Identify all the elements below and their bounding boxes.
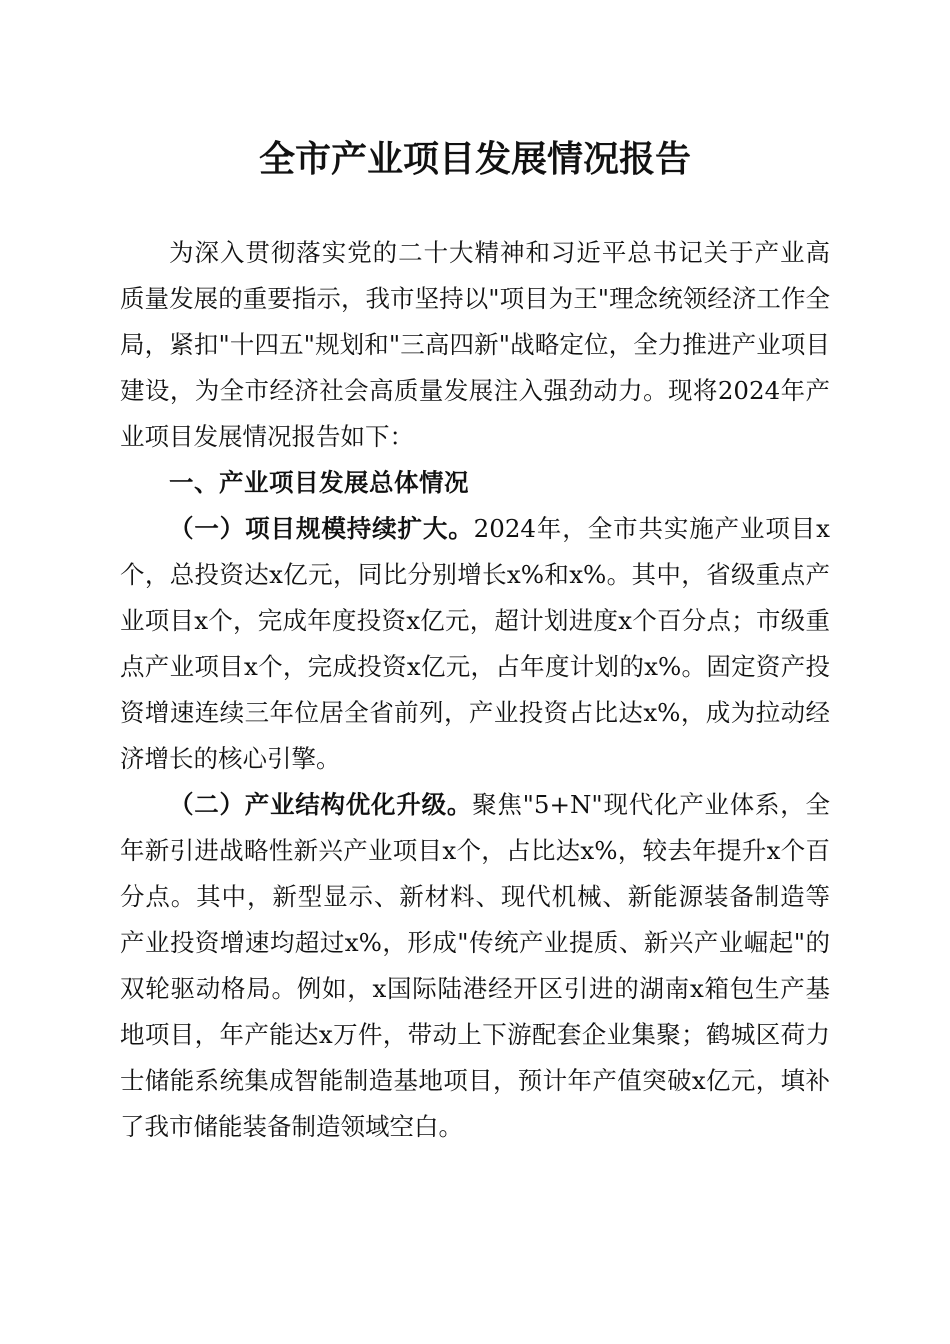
- paragraph-lead: （一）项目规模持续扩大。: [169, 514, 474, 543]
- intro-paragraph: 为深入贯彻落实党的二十大精神和习近平总书记关于产业高质量发展的重要指示，我市坚持以"项目为王"理念统领经济工作全局，紧扣"十四五"规划和"三高四新"战略定位，全力推进产业项目建设，为全市经济社会高质量发展注入强劲动力。现将2024年产业项目发展情况报告如下：: [120, 238, 830, 451]
- document-body: [120, 230, 830, 1150]
- section-paragraph-2: [120, 782, 830, 1150]
- paragraph-lead: （二）产业结构优化升级。: [169, 790, 473, 819]
- section-paragraph-1: [120, 506, 830, 782]
- paragraph-text: 聚焦"5+N"现代化产业体系，全年新引进战略性新兴产业项目x个，占比达x%，较去年提升x个百分点。其中，新型显示、新材料、现代机械、新能源装备制造等产业投资增速均超过x%，形成"传统产业提质、新兴产业崛起"的双轮驱动格局。例如，x国际陆港经开区引进的湖南x箱包生产基地项目，年产能达x万件，带动上下游配套企业集聚；鹤城区荷力士储能系统集成智能制造基地项目，预计年产值突破x亿元，填补了我市储能装备制造领域空白。: [120, 790, 831, 1141]
- section-heading: 一、产业项目发展总体情况: [169, 468, 469, 497]
- paragraph-text: 2024年，全市共实施产业项目x个，总投资达x亿元，同比分别增长x%和x%。其中，省级重点产业项目x个，完成年度投资x亿元，超计划进度x个百分点；市级重点产业项目x个，完成投资x亿元，占年度计划的x%。固定资产投资增速连续三年位居全省前列，产业投资占比达x%，成为拉动经济增长的核心引擎。: [120, 514, 831, 773]
- document-title: 全市产业项目发展情况报告: [258, 139, 691, 180]
